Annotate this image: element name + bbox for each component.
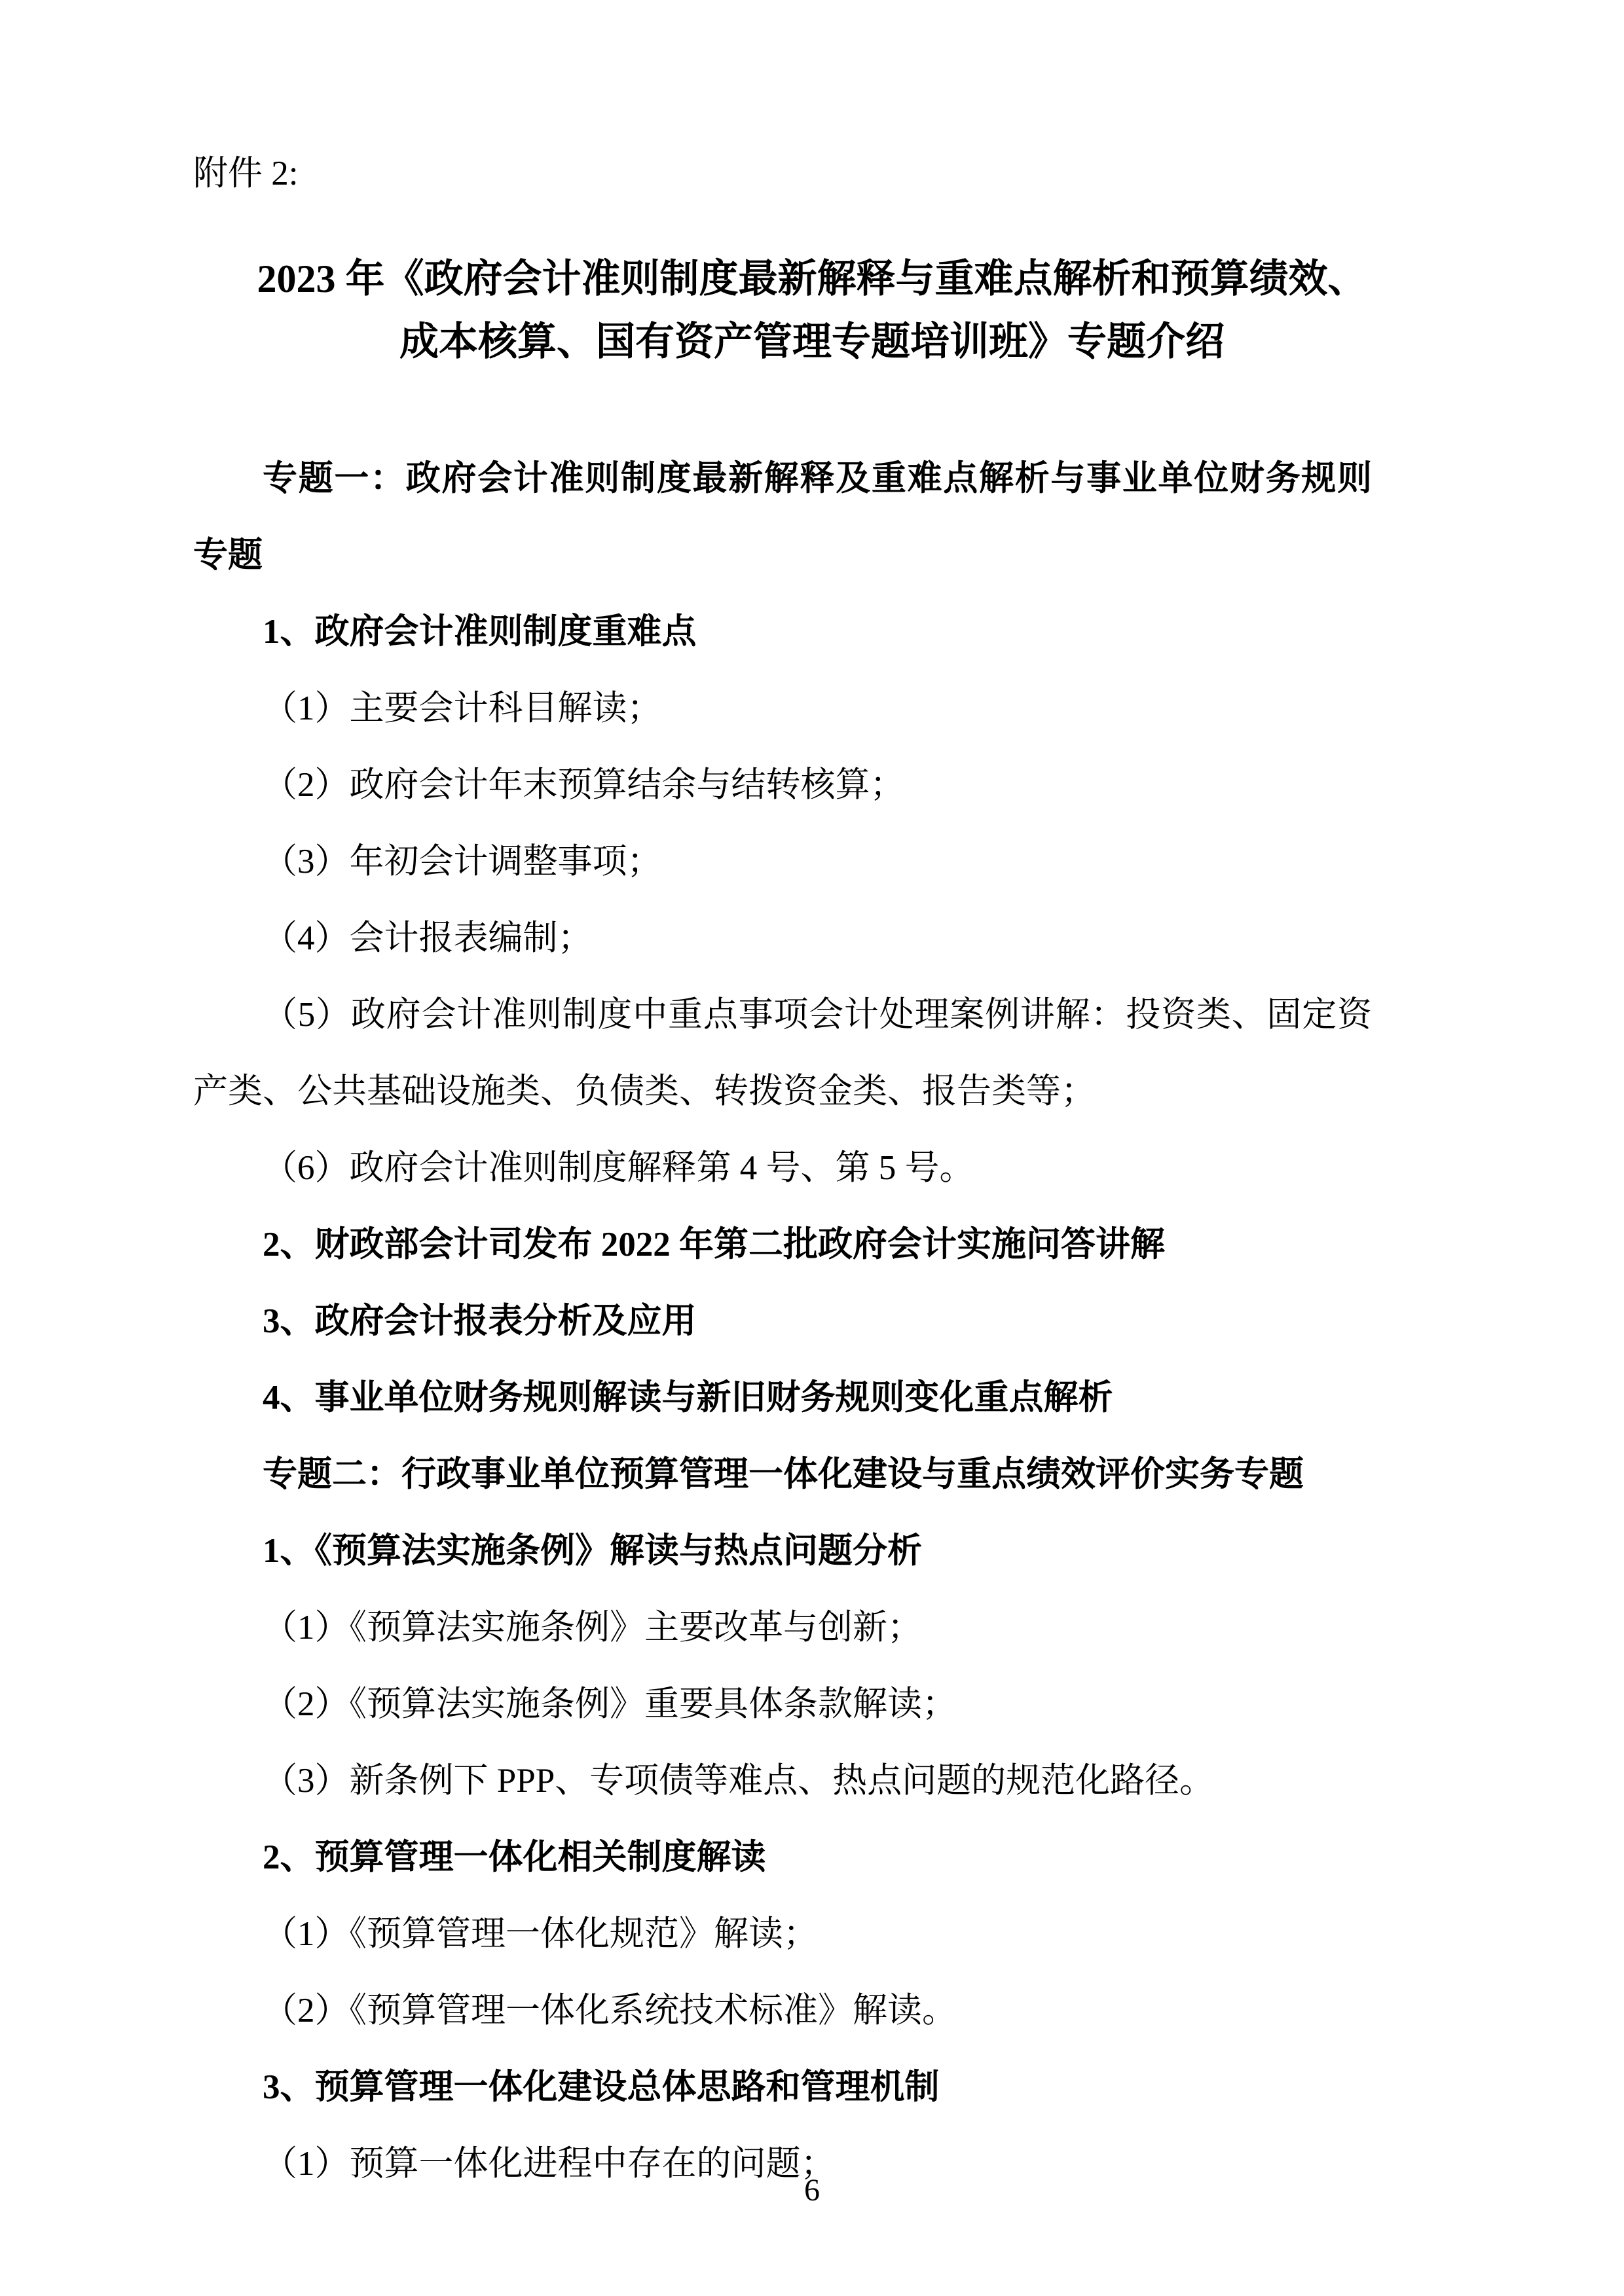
paragraph: （1）预算一体化进程中存在的问题； — [263, 2145, 836, 2183]
paragraph: （1）主要会计科目解读； — [263, 689, 662, 727]
paragraph: 2、预算管理一体化相关制度解读 — [263, 1838, 766, 1876]
paragraph: （3）新条例下 PPP、专项债等难点、热点问题的规范化路径。 — [263, 1762, 1215, 1800]
paragraph: 专题一：政府会计准则制度最新解释及重难点解析与事业单位财务规则专题 — [193, 460, 1372, 574]
paragraph: （1）《预算管理一体化规范》解读； — [263, 1915, 818, 1953]
document-title-line1: 2023 年《政府会计准则制度最新解释与重难点解析和预算绩效、 — [257, 257, 1367, 301]
paragraph: （2）《预算法实施条例》重要具体条款解读； — [263, 1685, 957, 1723]
paragraph: 1、《预算法实施条例》解读与热点问题分析 — [263, 1532, 922, 1570]
paragraph: （2）政府会计年末预算结余与结转核算； — [263, 766, 905, 804]
page-number: 6 — [804, 2173, 820, 2208]
paragraph: （3）年初会计调整事项； — [263, 843, 662, 881]
paragraph: （6）政府会计准则制度解释第 4 号、第 5 号。 — [263, 1149, 974, 1187]
paragraph: （5）政府会计准则制度中重点事项会计处理案例讲解：投资类、固定资产类、公共基础设施类、负债类、转拨资金类、报告类等； — [193, 996, 1372, 1110]
paragraph: 3、政府会计报表分析及应用 — [263, 1302, 697, 1340]
attachment-label: 附件 2: — [193, 155, 299, 192]
paragraph: 专题二：行政事业单位预算管理一体化建设与重点绩效评价实务专题 — [263, 1455, 1304, 1493]
document-title — [193, 247, 1431, 373]
paragraph: 4、事业单位财务规则解读与新旧财务规则变化重点解析 — [263, 1379, 1113, 1417]
paragraph: （1）《预算法实施条例》主要改革与创新； — [263, 1609, 922, 1647]
paragraph: 1、政府会计准则制度重难点 — [263, 613, 697, 651]
paragraph: （2）《预算管理一体化系统技术标准》解读。 — [263, 1992, 957, 2030]
document-title-line2: 成本核算、国有资产管理专题培训班》专题介绍 — [399, 320, 1225, 363]
paragraph: （4）会计报表编制； — [263, 919, 593, 957]
paragraph: 2、财政部会计司发布 2022 年第二批政府会计实施问答讲解 — [263, 1226, 1165, 1264]
paragraph: 3、预算管理一体化建设总体思路和管理机制 — [263, 2068, 940, 2106]
document-body — [193, 441, 1372, 2202]
